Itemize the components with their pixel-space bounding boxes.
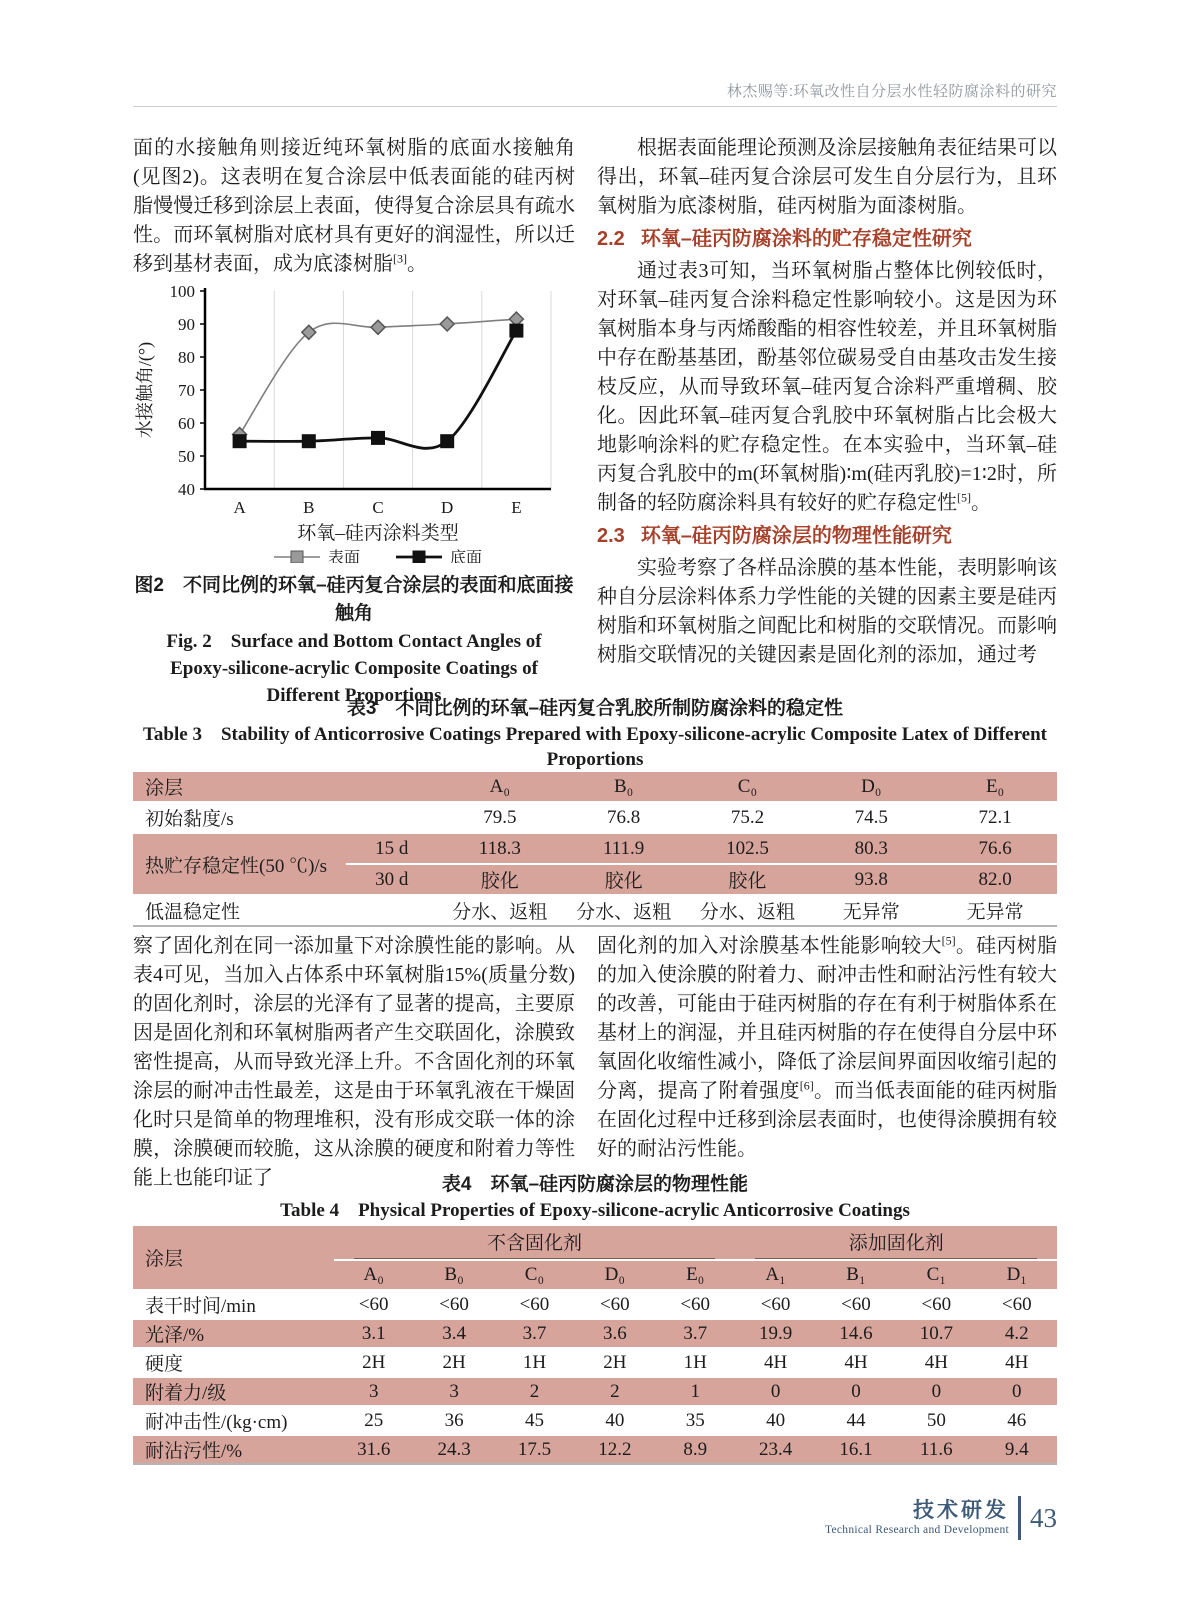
footer-section-en: Technical Research and Development xyxy=(824,1524,1009,1536)
cell: 无异常 xyxy=(809,895,933,926)
column-header: D₀ xyxy=(575,1260,655,1290)
cell: 2H xyxy=(575,1348,655,1377)
table-row xyxy=(133,895,1057,926)
y-tick-label: 90 xyxy=(178,315,195,334)
cell: 40 xyxy=(575,1406,655,1435)
cell: <60 xyxy=(575,1290,655,1319)
table-row xyxy=(133,1290,1057,1319)
paragraph: 察了固化剂在同一添加量下对涂膜性能的影响。从表4可见，当加入占体系中环氧树脂15%(质量分数)的固化剂时，涂层的光泽有了显著的提高，主要原因是固化剂和环氧树脂两者产生交联固化，涂膜致密性提高，从而导致光泽上升。不含固化剂的环氧涂层的耐冲击性最差，这是由于环氧乳液在干燥固化时只是简单的物理堆积，没有形成交联一体的涂膜，涂膜硬而较脆，这从涂膜的硬度和附着力等性能上也能印证了 xyxy=(133,935,575,1189)
bottom-series xyxy=(233,324,523,448)
cell: 93.8 xyxy=(809,864,933,895)
cell: 2 xyxy=(494,1377,574,1406)
row-label: 耐冲击性/(kg·cm) xyxy=(133,1406,334,1435)
x-category-label: E xyxy=(511,498,522,517)
diamond-marker xyxy=(440,317,454,331)
table-row xyxy=(133,1406,1057,1435)
cell: 1H xyxy=(494,1348,574,1377)
table4-caption-zh: 表4 环氧–硅丙防腐涂层的物理性能 xyxy=(441,1174,749,1195)
column-header: C₁ xyxy=(896,1260,976,1290)
section-number: 2.3 xyxy=(597,525,625,547)
cell: 14.6 xyxy=(816,1319,896,1348)
citation-ref: [5] xyxy=(941,933,956,948)
column-header: A₀ xyxy=(334,1260,414,1290)
y-tick-label: 70 xyxy=(178,381,195,400)
cell: 无异常 xyxy=(933,895,1057,926)
cell: 46 xyxy=(977,1406,1057,1435)
column-header: C₀ xyxy=(494,1260,574,1290)
cell: <60 xyxy=(414,1290,494,1319)
y-axis-title: 水接触角/(°) xyxy=(135,341,155,439)
cell: 76.6 xyxy=(933,833,1057,864)
cell: 72.1 xyxy=(933,802,1057,833)
figure2-caption-zh: 图2 不同比例的环氧–硅丙复合涂层的表面和底面接触角 xyxy=(134,575,574,624)
cell: 74.5 xyxy=(809,802,933,833)
legend-marker xyxy=(291,551,303,563)
section-heading-2-3 xyxy=(597,522,1057,551)
cell: 9.4 xyxy=(977,1435,1057,1464)
row-label: 耐沾污性/% xyxy=(133,1435,334,1464)
column-header: B₁ xyxy=(816,1260,896,1290)
section-title: 环氧–硅丙防腐涂层的物理性能研究 xyxy=(640,525,952,547)
paragraph: 实验考察了各样品涂膜的基本性能，表明影响该种自分层涂料体系力学性能的关键的因素主要是硅丙树脂和环氧树脂之间配比和树脂的交联情况。而影响树脂交联情况的关键因素是固化剂的添加，通过考 xyxy=(597,557,1057,666)
cell: 35 xyxy=(655,1406,735,1435)
figure2-caption xyxy=(133,572,575,709)
column-header: D₀ xyxy=(809,772,933,802)
legend-label: 底面 xyxy=(450,550,483,563)
paragraph: 根据表面能理论预测及涂层接触角表征结果可以得出，环氧–硅丙复合涂层可发生自分层行为，且环氧树脂为底漆树脂，硅丙树脂为面漆树脂。 xyxy=(597,137,1057,217)
table-row xyxy=(133,833,1057,864)
table3-caption-zh: 表3 不同比例的环氧–硅丙复合乳胶所制防腐涂料的稳定性 xyxy=(346,698,844,719)
column-header: 涂层 xyxy=(133,1226,334,1290)
cell: 3 xyxy=(334,1377,414,1406)
table3-caption-en: Table 3 Stability of Anticorrosive Coatings Prepared with Epoxy-silicone-acrylic Composite Latex of Different xyxy=(142,724,1047,745)
cell: 2H xyxy=(334,1348,414,1377)
table4 xyxy=(133,1226,1057,1465)
chart-legend xyxy=(274,548,482,563)
cell: 36 xyxy=(414,1406,494,1435)
cell: 118.3 xyxy=(438,833,562,864)
right-column xyxy=(597,932,1057,1193)
cell: 4.2 xyxy=(977,1319,1057,1348)
table-row xyxy=(133,1377,1057,1406)
cell: 17.5 xyxy=(494,1435,574,1464)
figure2-caption-en: Fig. 2 Surface and Bottom Contact Angles of xyxy=(166,631,542,652)
column-header: B₀ xyxy=(414,1260,494,1290)
page-number: 43 xyxy=(1030,1503,1057,1533)
cell: 2H xyxy=(414,1348,494,1377)
group-header xyxy=(735,1226,1057,1260)
cell: <60 xyxy=(816,1290,896,1319)
running-head: 林杰赐等:环氧改性自分层水性轻防腐涂料的研究 xyxy=(726,83,1057,100)
cell: 76.8 xyxy=(562,802,686,833)
row-label: 光泽/% xyxy=(133,1319,334,1348)
table-row xyxy=(133,1226,1057,1260)
square-marker xyxy=(372,431,385,444)
left-column xyxy=(133,134,575,709)
cell: 44 xyxy=(816,1406,896,1435)
x-axis-title: 环氧–硅丙涂料类型 xyxy=(297,523,459,544)
square-marker xyxy=(302,435,315,448)
page-footer xyxy=(825,1496,1057,1540)
square-marker xyxy=(441,435,454,448)
section-number: 2.2 xyxy=(597,228,625,250)
group-header-label: 添加固化剂 xyxy=(755,1226,1037,1259)
cell: 79.5 xyxy=(438,802,562,833)
upper-columns xyxy=(133,134,1057,709)
y-tick-label: 60 xyxy=(178,414,195,433)
cell: 111.9 xyxy=(562,833,686,864)
citation-ref: [6] xyxy=(799,1078,814,1093)
table3-caption-en: Proportions xyxy=(546,749,644,770)
contact-angle-chart xyxy=(133,285,575,563)
paragraph: 通过表3可知，当环氧树脂占整体比例较低时，对环氧–硅丙复合涂料稳定性影响较小。这是因为环氧树脂本身与丙烯酸酯的相容性较差，并且环氧树脂中存在酚基基团，酚基邻位碳易受自由基攻击发生接枝反应，从而导致环氧–硅丙复合涂料严重增稠、胶化。因此环氧–硅丙复合乳胶中环氧树脂占比会极大地影响涂料的贮存稳定性。在本实验中，当环氧–硅丙复合乳胶中的m(环氧树脂)∶m(硅丙乳胶)=1∶2时，所制备的轻防腐涂料具有较好的贮存稳定性[5]。 xyxy=(597,260,1057,514)
legend-marker xyxy=(413,551,425,563)
citation-ref: [3] xyxy=(393,251,407,266)
row-label: 初始黏度/s xyxy=(133,802,438,833)
cell: 3.4 xyxy=(414,1319,494,1348)
cell: 4H xyxy=(977,1348,1057,1377)
header-rule xyxy=(133,106,1057,107)
square-marker xyxy=(510,324,523,337)
cell: 16.1 xyxy=(816,1435,896,1464)
cell: 82.0 xyxy=(933,864,1057,895)
column-header: E₀ xyxy=(933,772,1057,802)
y-tick-label: 40 xyxy=(178,480,195,499)
row-label: 表干时间/min xyxy=(133,1290,334,1319)
cell: 8.9 xyxy=(655,1435,735,1464)
cell: 75.2 xyxy=(686,802,810,833)
x-category-label: A xyxy=(233,498,246,517)
footer-section-zh: 技术研发 xyxy=(913,1499,1009,1522)
x-category-label: D xyxy=(441,498,454,517)
table-row xyxy=(133,802,1057,833)
cell: 19.9 xyxy=(735,1319,815,1348)
cell: 25 xyxy=(334,1406,414,1435)
cell: 23.4 xyxy=(735,1435,815,1464)
cell: 3.1 xyxy=(334,1319,414,1348)
column-header: D₁ xyxy=(977,1260,1057,1290)
cell: 胶化 xyxy=(562,864,686,895)
column-header: C₀ xyxy=(686,772,810,802)
cell: 胶化 xyxy=(686,864,810,895)
cell: 1 xyxy=(655,1377,735,1406)
x-category-label: B xyxy=(303,498,315,517)
column-header: A₁ xyxy=(735,1260,815,1290)
table4-caption-en: Table 4 Physical Properties of Epoxy-silicone-acrylic Anticorrosive Coatings xyxy=(280,1200,910,1221)
footer-divider xyxy=(1018,1496,1021,1540)
paragraph: 固化剂的加入对涂膜基本性能影响较大[5]。硅丙树脂的加入使涂膜的附着力、耐冲击性和耐沾污性有较大的改善，可能由于硅丙树脂的存在有利于树脂体系在基材上的润湿，并且硅丙树脂的存在使得自分层中环氧固化收缩性减小，降低了涂层间界面因收缩引起的分离，提高了附着强度[6]。而当低表面能的硅丙树脂在固化过程中迁移到涂层表面时，也使得涂膜拥有较好的耐沾污性能。 xyxy=(597,933,1058,1160)
table3 xyxy=(133,772,1057,927)
paragraph: 面的水接触角则接近纯环氧树脂的底面水接触角(见图2)。这表明在复合涂层中低表面能的硅丙树脂慢慢迁移到涂层上表面，使得复合涂层具有疏水性。而环氧树脂对底材具有更好的润湿性，所以迁移到基材表面，成为底漆树脂[3]。 xyxy=(133,137,575,275)
table3-caption xyxy=(133,696,1057,772)
citation-ref: [5] xyxy=(957,490,971,505)
column-header: E₀ xyxy=(655,1260,735,1290)
cell: 4H xyxy=(896,1348,976,1377)
cell: 1H xyxy=(655,1348,735,1377)
legend-label: 表面 xyxy=(328,550,361,563)
column-header: 涂层 xyxy=(133,772,438,802)
cell: 4H xyxy=(816,1348,896,1377)
figure2-line-chart xyxy=(133,285,575,568)
cell: 0 xyxy=(816,1377,896,1406)
cell: 15 d xyxy=(346,833,438,864)
cell: 30 d xyxy=(346,864,438,895)
cell: 80.3 xyxy=(809,833,933,864)
cell: 3.6 xyxy=(575,1319,655,1348)
cell: 2 xyxy=(575,1377,655,1406)
cell: 102.5 xyxy=(686,833,810,864)
cell: 0 xyxy=(896,1377,976,1406)
x-category-label: C xyxy=(372,498,384,517)
cell: <60 xyxy=(494,1290,574,1319)
column-header: A₀ xyxy=(438,772,562,802)
cell: <60 xyxy=(735,1290,815,1319)
row-label: 低温稳定性 xyxy=(133,895,438,926)
group-header xyxy=(334,1226,736,1260)
cell: 50 xyxy=(896,1406,976,1435)
cell: 12.2 xyxy=(575,1435,655,1464)
right-column xyxy=(597,134,1057,709)
cell: 3 xyxy=(414,1377,494,1406)
section-title: 环氧–硅丙防腐涂料的贮存稳定性研究 xyxy=(640,228,972,250)
footer-section xyxy=(825,1499,1009,1537)
section-heading-2-2 xyxy=(597,225,1057,254)
row-label: 硬度 xyxy=(133,1348,334,1377)
table-row xyxy=(133,1435,1057,1464)
cell: <60 xyxy=(977,1290,1057,1319)
figure2-caption-en: Different Proportions xyxy=(266,685,442,706)
y-tick-label: 100 xyxy=(169,285,195,301)
diamond-marker xyxy=(371,320,385,334)
cell: <60 xyxy=(655,1290,735,1319)
cell: 11.6 xyxy=(896,1435,976,1464)
table-row xyxy=(133,1348,1057,1377)
cell: 40 xyxy=(735,1406,815,1435)
y-tick-label: 80 xyxy=(178,348,195,367)
y-tick-label: 50 xyxy=(178,447,195,466)
cell: 31.6 xyxy=(334,1435,414,1464)
cell: <60 xyxy=(334,1290,414,1319)
group-header-label: 不含固化剂 xyxy=(354,1226,716,1259)
left-column xyxy=(133,932,575,1193)
figure2 xyxy=(133,285,575,709)
cell: 0 xyxy=(735,1377,815,1406)
table4-caption xyxy=(133,1172,1057,1223)
cell: 胶化 xyxy=(438,864,562,895)
cell: 45 xyxy=(494,1406,574,1435)
cell: 24.3 xyxy=(414,1435,494,1464)
column-header: B₀ xyxy=(562,772,686,802)
cell: 0 xyxy=(977,1377,1057,1406)
cell: 10.7 xyxy=(896,1319,976,1348)
cell: 3.7 xyxy=(494,1319,574,1348)
surface-series xyxy=(233,312,524,441)
cell: 分水、返粗 xyxy=(686,895,810,926)
cell: <60 xyxy=(896,1290,976,1319)
cell: 4H xyxy=(735,1348,815,1377)
cell: 分水、返粗 xyxy=(562,895,686,926)
square-marker xyxy=(233,435,246,448)
cell: 3.7 xyxy=(655,1319,735,1348)
figure2-caption-en: Epoxy-silicone-acrylic Composite Coatings of xyxy=(170,658,538,679)
lower-columns xyxy=(133,932,1057,1193)
row-label: 附着力/级 xyxy=(133,1377,334,1406)
cell: 分水、返粗 xyxy=(438,895,562,926)
row-label: 热贮存稳定性(50 ℃)/s xyxy=(133,833,346,895)
table-row xyxy=(133,1319,1057,1348)
table-row xyxy=(133,772,1057,802)
